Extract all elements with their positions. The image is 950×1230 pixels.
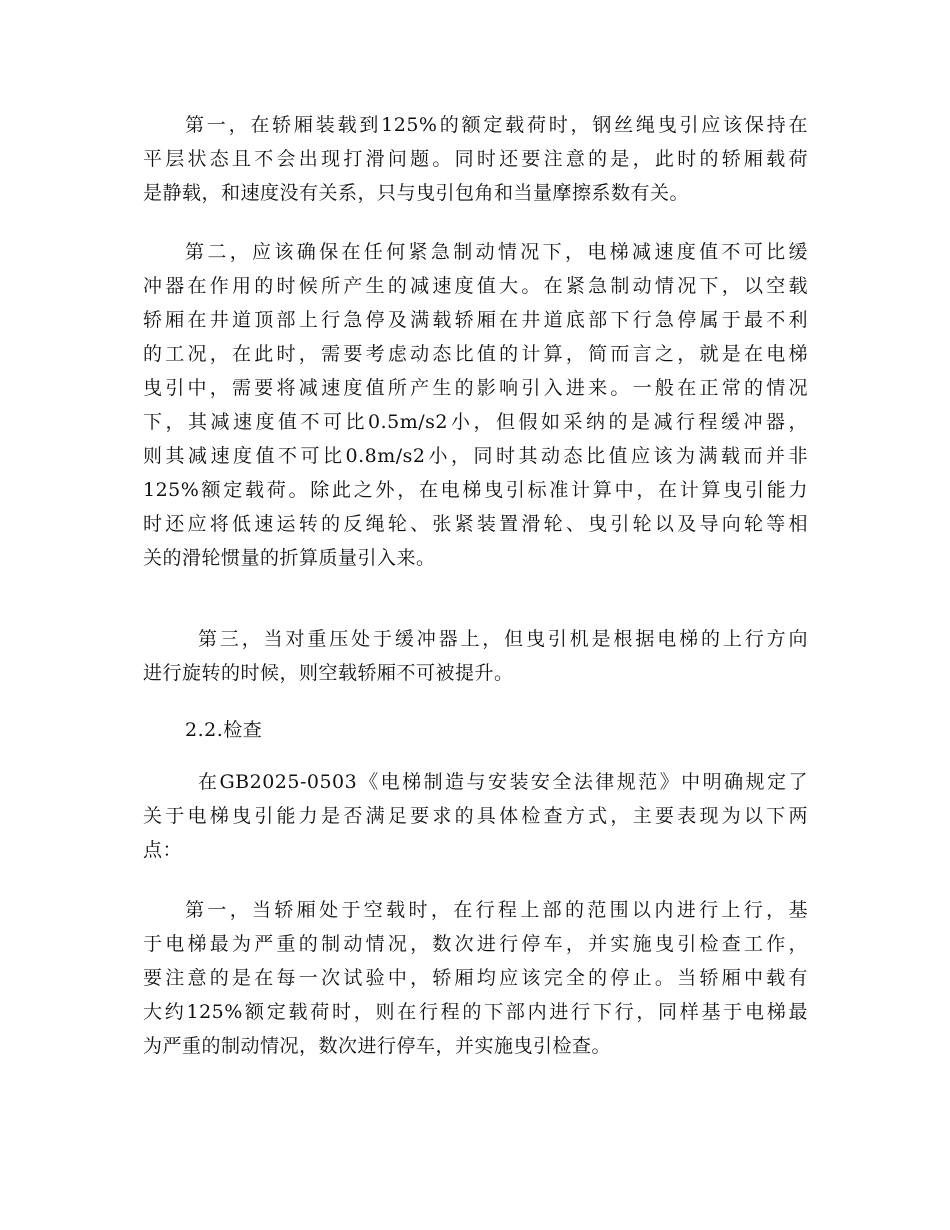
paragraph-inspection-method xyxy=(143,893,808,1063)
text-line: 要注意的是在每一次试验中，轿厢均应该完全的停止。当轿厢中载有 xyxy=(143,967,808,989)
text-line: 轿厢在井道顶部上行急停及满载轿厢在井道底部下行急停属于最不利 xyxy=(143,309,808,331)
text-line: 的工况，在此时，需要考虑动态比值的计算，简而言之，就是在电梯 xyxy=(143,343,808,365)
section-heading: 2.2.检查 xyxy=(185,719,263,741)
text-line: 时还应将低速运转的反绳轮、张紧装置滑轮、曳引轮以及导向轮等相 xyxy=(143,513,808,535)
text-line: 大约125%额定载荷时，则在行程的下部内进行下行，同样基于电梯最 xyxy=(143,1001,808,1023)
text-line: 关的滑轮惯量的折算质量引入来。 xyxy=(143,547,436,569)
text-line: 平层状态且不会出现打滑问题。同时还要注意的是，此时的轿厢载荷 xyxy=(143,148,808,170)
text-line: 为严重的制动情况，数次进行停车，并实施曳引检查。 xyxy=(143,1035,612,1057)
text-line: 125%额定载荷。除此之外，在电梯曳引标准计算中，在计算曳引能力 xyxy=(143,479,808,501)
text-line: 是静载，和速度没有关系，只与曳引包角和当量摩擦系数有关。 xyxy=(143,182,690,204)
paragraph-emergency-braking xyxy=(143,235,808,575)
text-line: 关于电梯曳引能力是否满足要求的具体检查方式，主要表现为以下两 xyxy=(143,805,808,827)
text-line: 点： xyxy=(143,839,183,861)
text-line: 进行旋转的时候，则空载轿厢不可被提升。 xyxy=(143,662,514,684)
text-line: 在GB2025-0503《电梯制造与安装安全法律规范》中明确规定了 xyxy=(198,771,808,793)
text-line: 下，其减速度值不可比0.5m/s2小，但假如采纳的是减行程缓冲器， xyxy=(143,411,808,433)
text-line: 则其减速度值不可比0.8m/s2小，同时其动态比值应该为满载而并非 xyxy=(143,445,808,467)
paragraph-counterweight-buffer xyxy=(143,622,808,690)
text-line: 第三，当对重压处于缓冲器上，但曳引机是根据电梯的上行方向 xyxy=(198,628,808,650)
paragraph-traction-125-load xyxy=(143,108,808,210)
text-line: 冲器在作用的时候所产生的减速度值大。在紧急制动情况下，以空载 xyxy=(143,275,808,297)
text-line: 曳引中，需要将减速度值所产生的影响引入进来。一般在正常的情况 xyxy=(143,377,808,399)
text-line: 于电梯最为严重的制动情况，数次进行停车，并实施曳引检查工作， xyxy=(143,933,808,955)
text-line: 第一，在轿厢装载到125%的额定载荷时，钢丝绳曳引应该保持在 xyxy=(185,114,808,136)
paragraph-inspection-standard xyxy=(143,765,808,867)
text-line: 第一，当轿厢处于空载时，在行程上部的范围以内进行上行，基 xyxy=(185,899,808,921)
text-line: 第二，应该确保在任何紧急制动情况下，电梯减速度值不可比缓 xyxy=(185,241,808,263)
